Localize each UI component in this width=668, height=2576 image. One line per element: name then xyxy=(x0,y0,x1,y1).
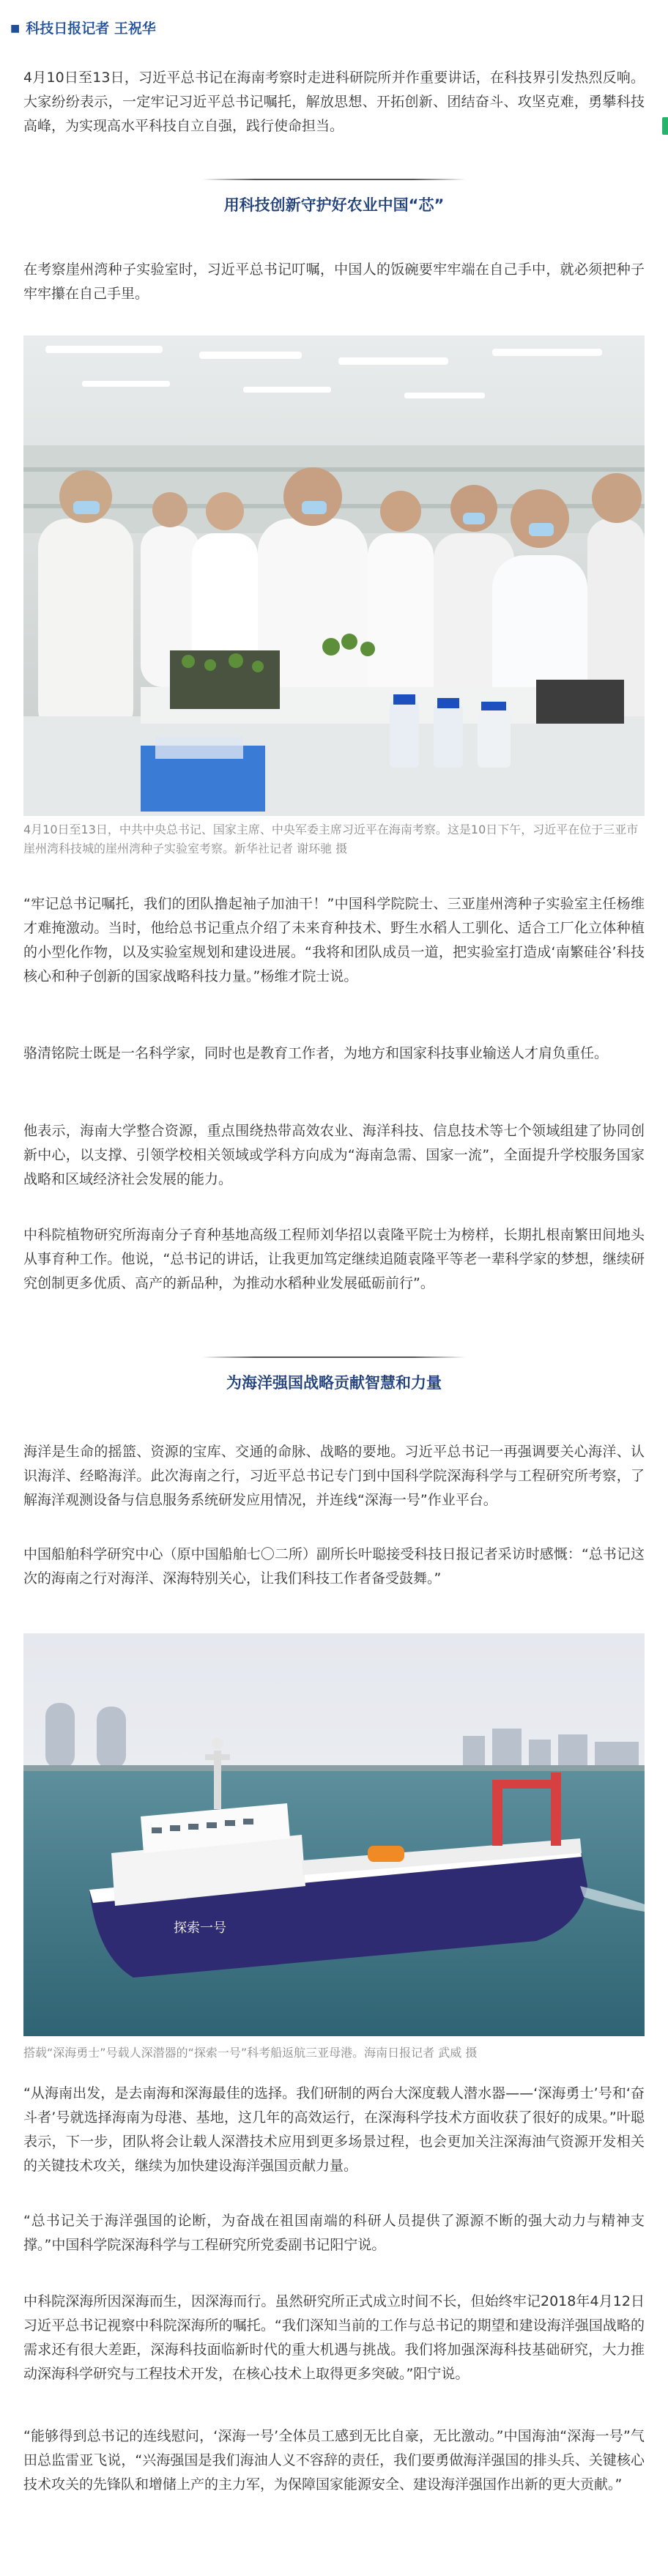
photo-research-vessel xyxy=(23,1633,645,2036)
ship-name-text: 探索一号 xyxy=(174,1920,226,1936)
paragraph: 骆清铭院士既是一名科学家，同时也是教育工作者，为地方和国家科技事业输送人才肩负重任。 xyxy=(23,1045,609,1061)
paragraph: 中科院深海所因深海而生，因深海而行。虽然研究所正式成立时间不长，但始终牢记2018年4月12日习近平总书记视察中科院深海所的嘱托。“我们深知当前的工作与总书记的期望和建设海洋强国战略的需求还有很大差距，深海科技面临新时代的重大机遇与挑战。我们将加强深海科技基础研究，大力推动深海科学研究与工程技术开发，在核心技术上取得更多突破。”阳宁说。 xyxy=(23,2293,645,2382)
paragraph: 在考察崖州湾种子实验室时，习近平总书记叮嘱，中国人的饭碗要牢牢端在自己手中，就必须把种子牢牢攥在自己手里。 xyxy=(23,261,645,302)
paragraph: “牢记总书记嘱托，我们的团队撸起袖子加油干！”中国科学院院士、三亚崖州湾种子实验室主任杨维才难掩激动。当时，他给总书记重点介绍了未来育种技术、野生水稻人工驯化、适合工厂化立体种植的小型化作物，以及实验室规划和建设进展。“我将和团队成员一道，把实验室打造成‘南繁硅谷’科技核心和种子创新的国家战略科技力量。”杨维才院士说。 xyxy=(23,896,645,984)
section-heading-agriculture xyxy=(0,179,668,215)
section-title: 为海洋强国战略贡献智慧和力量 xyxy=(226,1374,442,1392)
paragraph: 中国船舶科学研究中心（原中国船舶七〇二所）副所长叶聪接受科技日报记者采访时感慨：“总书记这次的海南之行对海洋、深海特别关心，让我们科技工作者备受鼓舞。” xyxy=(23,1546,645,1586)
section-title: 用科技创新守护好农业中国“芯” xyxy=(223,196,445,214)
paragraph: 中科院植物研究所海南分子育种基地高级工程师刘华招以袁隆平院士为榜样，长期扎根南繁田间地头从事育种工作。他说，“总书记的讲话，让我更加笃定继续追随袁隆平等老一辈科学家的梦想，继续研究创制更多优质、高产的新品种，为推动水稻种业发展砥砺前行”。 xyxy=(23,1227,645,1291)
paragraph: 海洋是生命的摇篮、资源的宝库、交通的命脉、战略的要地。习近平总书记一再强调要关心海洋、认识海洋、经略海洋。此次海南之行，习近平总书记专门到中国科学院深海科学与工程研究所考察，了解海洋观测设备与信息服务系统研发应用情况，并连线“深海一号”作业平台。 xyxy=(23,1444,645,1508)
paragraph-intro: 4月10日至13日，习近平总书记在海南考察时走进科研院所并作重要讲话，在科技界引发热烈反响。大家纷纷表示，一定牢记习近平总书记嘱托，解放思想、开拓创新、团结奋斗、攻坚克难，勇攀科技高峰，为实现高水平科技自立自强，践行使命担当。 xyxy=(23,70,645,134)
byline xyxy=(10,18,156,37)
section-heading-ocean xyxy=(0,1356,668,1393)
ship-image xyxy=(23,1633,645,2036)
paragraph: “能够得到总书记的连线慰问，‘深海一号’全体员工感到无比自豪，无比激动。”中国海油“深海一号”气田总监雷亚飞说，“兴海强国是我们海油人义不容辞的责任，我们要勇做海洋强国的排头兵、关键核心技术攻关的先锋队和增储上产的主力军，为保障国家能源安全、建设海洋强国作出新的更大贡献。” xyxy=(23,2428,645,2493)
bullet-icon: ■ xyxy=(10,23,21,34)
section-divider xyxy=(202,1356,466,1358)
lab-visit-image xyxy=(23,335,645,816)
photo-seed-lab xyxy=(23,335,645,816)
side-tab[interactable] xyxy=(662,117,668,135)
photo-caption-seed-lab: 4月10日至13日，中共中央总书记、国家主席、中央军委主席习近平在海南考察。这是10日下午，习近平在位于三亚市崖州湾科技城的崖州湾种子实验室考察。新华社记者 谢环驰 摄 xyxy=(23,823,639,855)
byline-text: 科技日报记者 王祝华 xyxy=(26,21,156,37)
photo-caption-vessel: 搭载“深海勇士”号载人深潜器的“探索一号”科考船返航三亚母港。海南日报记者 武威 摄 xyxy=(23,2046,478,2060)
section-divider xyxy=(202,179,466,180)
paragraph: “从海南出发，是去南海和深海最佳的选择。我们研制的两台大深度载人潜水器——‘深海勇士’号和‘奋斗者’号就选择海南为母港、基地，这几年的高效运行，在深海科学技术方面收获了很好的成果。”叶聪表示，下一步，团队将会让载人深潜技术应用到更多场景过程，也会更加关注深海油气资源开发相关的关键技术攻关，继续为加快建设海洋强国贡献力量。 xyxy=(23,2085,645,2174)
paragraph: “总书记关于海洋强国的论断，为奋战在祖国南端的科研人员提供了源源不断的强大动力与精神支撑。”中国科学院深海科学与工程研究所党委副书记阳宁说。 xyxy=(23,2213,645,2253)
paragraph: 他表示，海南大学整合资源，重点围绕热带高效农业、海洋科技、信息技术等七个领域组建了协同创新中心，以支撑、引领学校相关领域或学科方向成为“海南急需、国家一流”，全面提升学校服务国家战略和区域经济社会发展的能力。 xyxy=(23,1123,645,1187)
